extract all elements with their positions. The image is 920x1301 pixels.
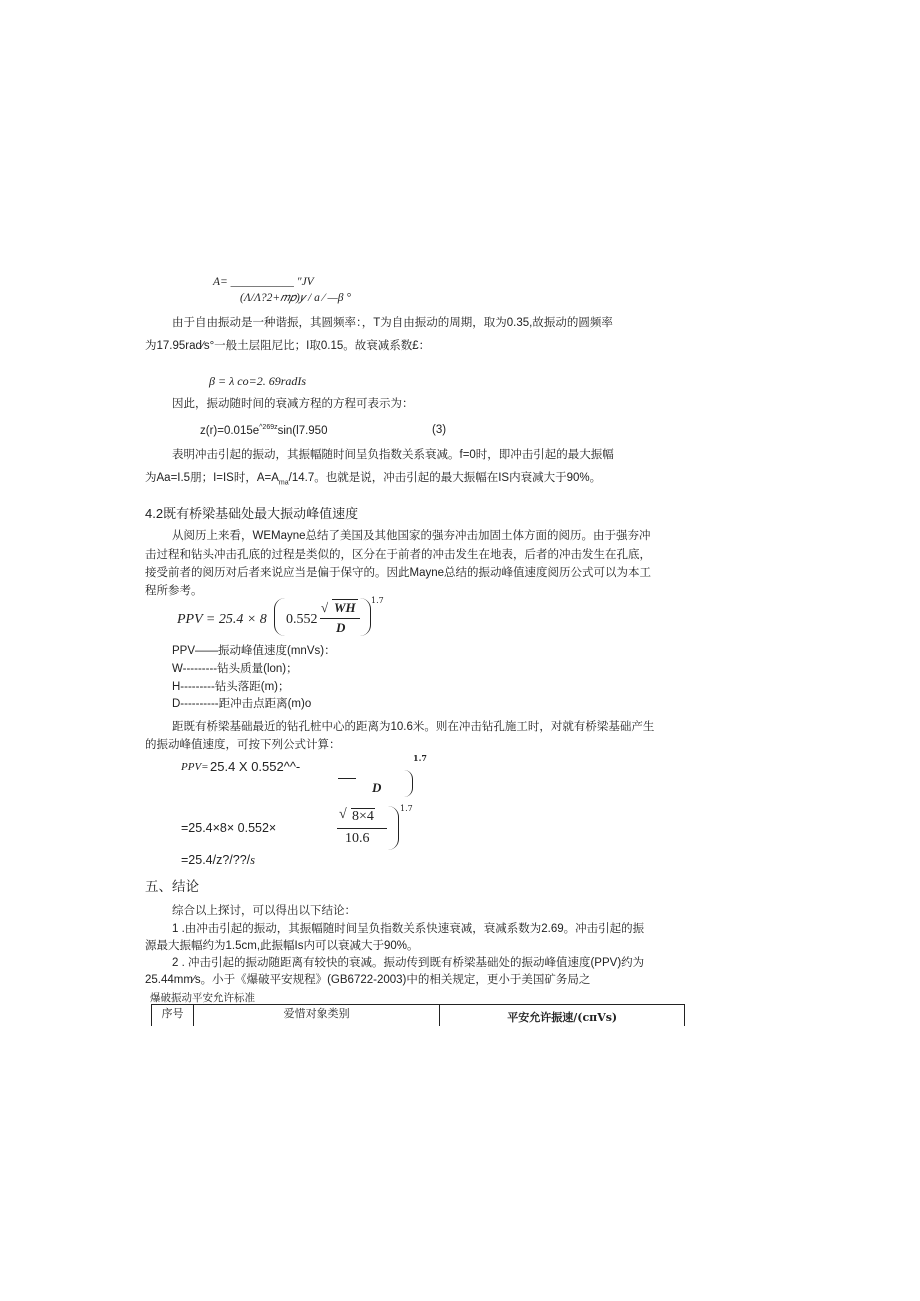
- paragraph-line: 因此，振动随时间的衰减方程的方程可表示为：: [172, 398, 414, 410]
- table-header-index: 序号: [152, 1005, 194, 1027]
- section-heading-5: 五、结论: [145, 879, 199, 895]
- equation-beta: β = λ co=2. 69radIs: [209, 374, 307, 388]
- table-caption: 爆破振动平安允许标准: [150, 992, 255, 1004]
- paragraph-line: 程所参考。: [145, 585, 203, 597]
- conclusion-1-line: 1 .由冲击引起的振动，其振幅随时间呈负指数关系快速衰减，衰减系数为2.69。冲击引起的振: [172, 923, 645, 935]
- calc-row1: 25.4 X 0.552^^-: [210, 759, 301, 774]
- definition-d: D----------距冲击点距离(m)o: [172, 698, 312, 710]
- calc-row1-denominator: D: [372, 780, 382, 795]
- paragraph-line: 表明冲击引起的振动，其振幅随时间呈负指数关系衰减。f=0时，即冲击引起的最大振幅: [172, 449, 614, 461]
- calc-row2: =25.4×8× 0.552×: [181, 821, 277, 835]
- conclusion-1-line: 源最大振幅约为1.5cm,此振幅Is内可以衰减大于90%。: [145, 940, 419, 952]
- definition-w: W---------钻头质量(lon)；: [172, 663, 298, 675]
- paragraph-line: 由于自由振动是一种谐振，其圆频率：，T为自由振动的周期，取为0.35,故振动的圆频率: [172, 317, 613, 329]
- sqrt-symbol: √: [321, 600, 329, 615]
- conclusion-2-line: 2 . 冲击引起的振动随距离有较快的衰减。振动传到既有桥梁基础处的振动峰值速度(PPV)约为: [172, 957, 645, 969]
- equation-amplitude-denominator: (Λ/Λ?2+𝑚𝑝)𝑦 / a ∕ —β °: [240, 292, 351, 304]
- calc-row2-denominator: 10.6: [345, 831, 370, 846]
- paragraph-line: 为Aa=I.5朋；I=IS时，$A=A_{ma}/14.7$。也就是说，冲击引起的最大振幅在IS内衰减大于90%。: [145, 472, 602, 487]
- section-heading-4-2: 4.2既有桥梁基础处最大振动峰值速度: [145, 506, 359, 521]
- definition-ppv: PPV——振动峰值速度(mnVs)：: [172, 645, 336, 657]
- sqrt-symbol: √: [339, 807, 347, 822]
- paragraph-line: 为17.95rad∕s°一般土层阻尼比；I取0.15。故衰减系数£：: [145, 340, 431, 352]
- vibration-standard-table: [151, 1004, 685, 1026]
- calc-row1-exponent: 1.7: [413, 753, 427, 763]
- paragraph-line: 距既有桥梁基础最近的钻孔桩中心的距离为10.6米。则在冲击钻孔施工时，对就有桥梁基础产生: [172, 721, 655, 733]
- table-header-object: 爱惜对象类别: [193, 1005, 439, 1027]
- definition-h: H---------钻头落距(m)；: [172, 681, 290, 693]
- calc-row3: =25.4/z?/??/s: [181, 853, 256, 867]
- paragraph-line: 接受前者的阅历对后者来说应当是偏于保守的。因此Mayne总结的振动峰值速度阅历公式可以为本工: [145, 567, 652, 579]
- calc-row2-exponent: 1.7: [400, 804, 413, 813]
- table-header-velocity: 平安允许振速/(cπVs): [440, 1005, 685, 1027]
- paragraph-line: 从阅历上来看，WEMayne总结了美国及其他国家的强夯冲击加固土体方面的阅历。由于强夯冲: [172, 530, 651, 542]
- table-header-row: [152, 1005, 685, 1027]
- paragraph-line: 的振动峰值速度，可按下列公式计算：: [145, 739, 341, 751]
- equation-number: (3): [432, 424, 447, 436]
- conclusion-2-line: 25.44mm∕s。小于《爆破平安规程》(GB6722-2003)中的相关规定，更小于美国矿务局之: [145, 974, 591, 986]
- paragraph-line: 综合以上探讨，可以得出以下结论：: [172, 905, 356, 917]
- calc-ppv-label: PPV=: [181, 761, 209, 773]
- paragraph-line: 击过程和钻头冲击孔底的过程是类似的，区分在于前者的冲击发生在地表，后者的冲击发生在孔底，: [145, 549, 651, 561]
- equation-amplitude-numerator: A= ___________ ″JV: [213, 276, 314, 288]
- calc-row2-numerator: 8×4: [352, 809, 374, 824]
- equation-decay: $z(r)=0.015e^{\^{}269z}\sin(l7.950$: [200, 424, 328, 437]
